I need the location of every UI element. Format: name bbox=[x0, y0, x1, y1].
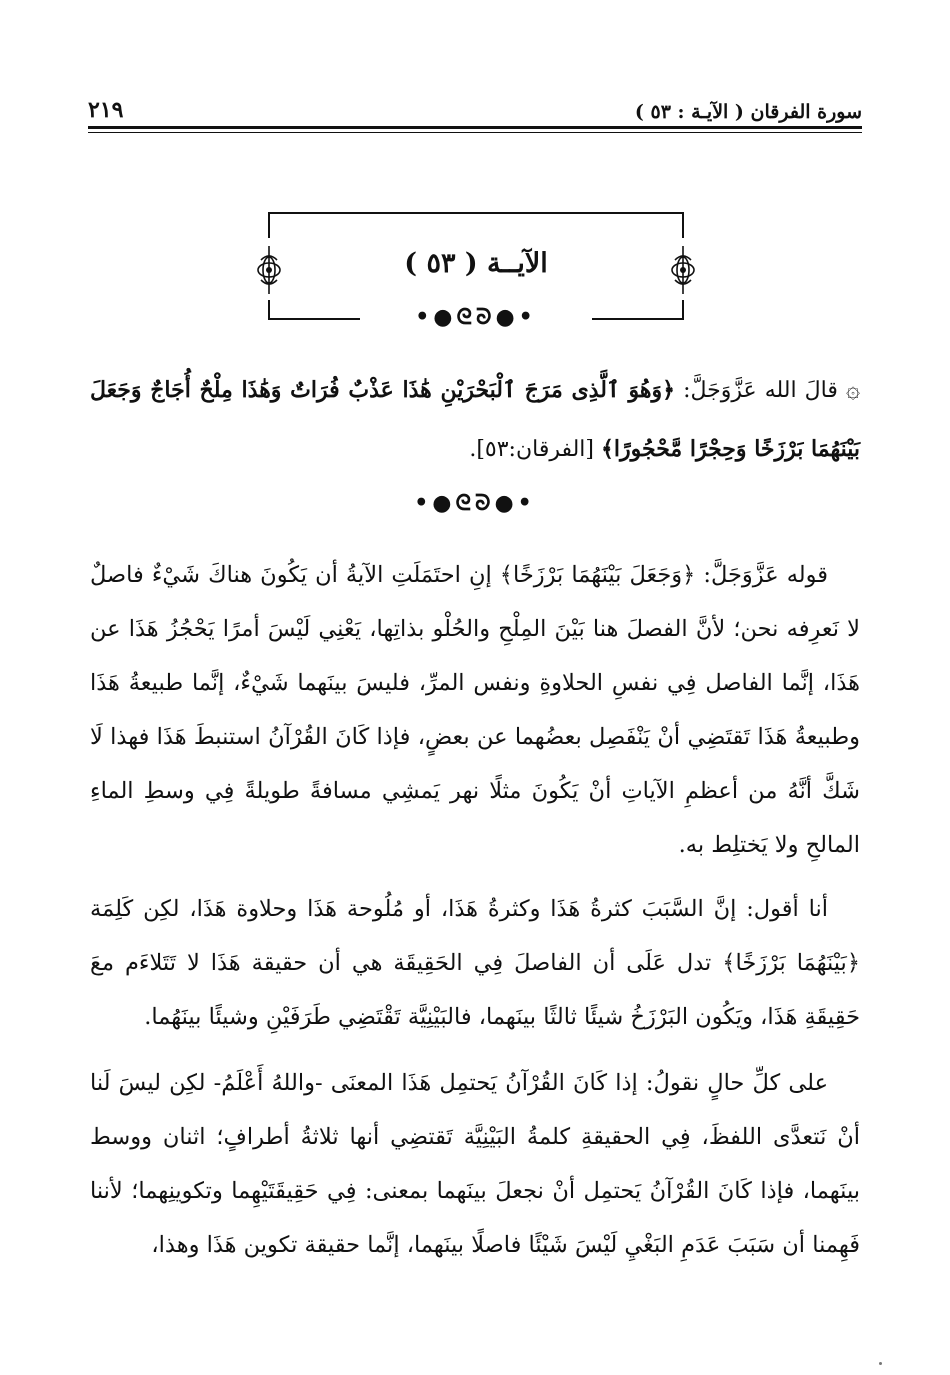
section-separator: •●ᘓᘐ●• bbox=[414, 490, 536, 516]
commentary-paragraph: قوله عَزَّوَجَلَّ: ﴿وَجَعَلَ بَيْنَهُمَا بَرْزَخًا﴾ إنِ احتَمَلَتِ الآيةُ أن يَكُونَ هناكَ شَيْءٌ فاصلٌ لا نَعرِفه نحن؛ لأنَّ الفصلَ هنا بَيْنَ المِلْحِ والحُلْو بذاتِها، يَعْنِي لَيْسَ أمرًا يَحْجُزُ هَذَا عن هَذَا، إنَّما الفاصل فِي نفسِ الحلاوةِ ونفس المرِّ، فليسَ بينَهما شَيْءٌ، إنَّما طبيعةُ هَذَا وطبيعةُ هَذَا تَقتَضِي أنْ يَنْفَصِل بعضُهما عن بعضٍ، فإذا كَانَ القُرْآنُ استنبطَ هَذَا فهذا لَا شَكَّ أنَّهُ من أعظمِ الآياتِ أنْ يَكُونَ مثلًا نهر يَمشِي مسافةً طويلةً فِي وسطِ الماءِ المالحِ ولا يَختلِط به. bbox=[90, 562, 860, 858]
scan-speck bbox=[879, 1362, 882, 1365]
ayah-heading-frame bbox=[268, 212, 684, 330]
ayah-heading: الآيــة ( ٥٣ ) bbox=[404, 248, 548, 279]
quote-lead: قالَ الله عَزَّوَجَلَّ: bbox=[683, 378, 838, 403]
verse-quote bbox=[90, 360, 860, 479]
verse-reference: [الفرقان:٥٣]. bbox=[469, 437, 595, 462]
star-ornament-icon: ۞ bbox=[845, 375, 860, 403]
quran-verse: ﴿وَهُوَ ٱلَّذِى مَرَجَ ٱلْبَحْرَيْنِ هَٰذَا عَذْبٌ فُرَاتٌ وَهَٰذَا مِلْحٌ أُجَاجٌ وَجَعَلَ بَيْنَهُمَا بَرْزَخًا وَحِجْرًا مَّحْجُورًا﴾ bbox=[90, 377, 860, 462]
running-header bbox=[88, 92, 862, 129]
commentary-paragraph: على كلِّ حالٍ نقولُ: إذا كَانَ القُرْآنُ يَحتمِل هَذَا المعنَى -واللهُ أَعْلَمُ- لكِن ليسَ لَنا أنْ نَتعدَّى اللفظَ، فِي الحقيقةِ كلمةُ البَيْنِيَّة تَقتضِي أنها ثلاثةُ أطرافٍ؛ اثنان ووسط بينَهما، فإذا كَانَ القُرْآنُ يَحتمِل أنْ نجعلَ بينَهما بمعنى: فِي حَقِيقَتَيْهِما وتكوينِهما؛ لأننا فَهِمنا أن سَبَبَ عَدَمِ البَغْيِ لَيْسَ شَيْئًا فاصلًا بينَهما، إنَّما حقيقة تكوين هَذَا وهذا، bbox=[90, 1070, 860, 1258]
page-number: ٢١٩ bbox=[88, 97, 124, 123]
commentary-paragraph: أنا أقول: إنَّ السَّبَبَ كثرةُ هَذَا وكثرةُ هَذَا، أو مُلُوحة هَذَا وحلاوة هَذَا، لكِن كَلِمَة ﴿بَيْنَهُمَا بَرْزَخًا﴾ تدل عَلَى أن الفاصلَ فِي الحَقِيقَة هي أن حقيقة هَذَا لا تَتَلاءَم معَ حَقِيقَةِ هَذَا، ويَكُون البَرْزَخُ شيئًا ثالثًا بينَهما، فالبَيْنِيَّة تَقْتَضِي طَرَفَيْنِ وشيئًا بينَهُما. bbox=[90, 896, 860, 1030]
frame-top-line bbox=[268, 212, 684, 214]
heading-ornament: •●ᘓᘐ●• bbox=[415, 304, 537, 330]
frame-left-line-top bbox=[268, 212, 270, 238]
surah-title: سورة الفرقان ( الآيـة : ٥٣ ) bbox=[634, 101, 862, 123]
frame-right-line-top bbox=[682, 212, 684, 238]
